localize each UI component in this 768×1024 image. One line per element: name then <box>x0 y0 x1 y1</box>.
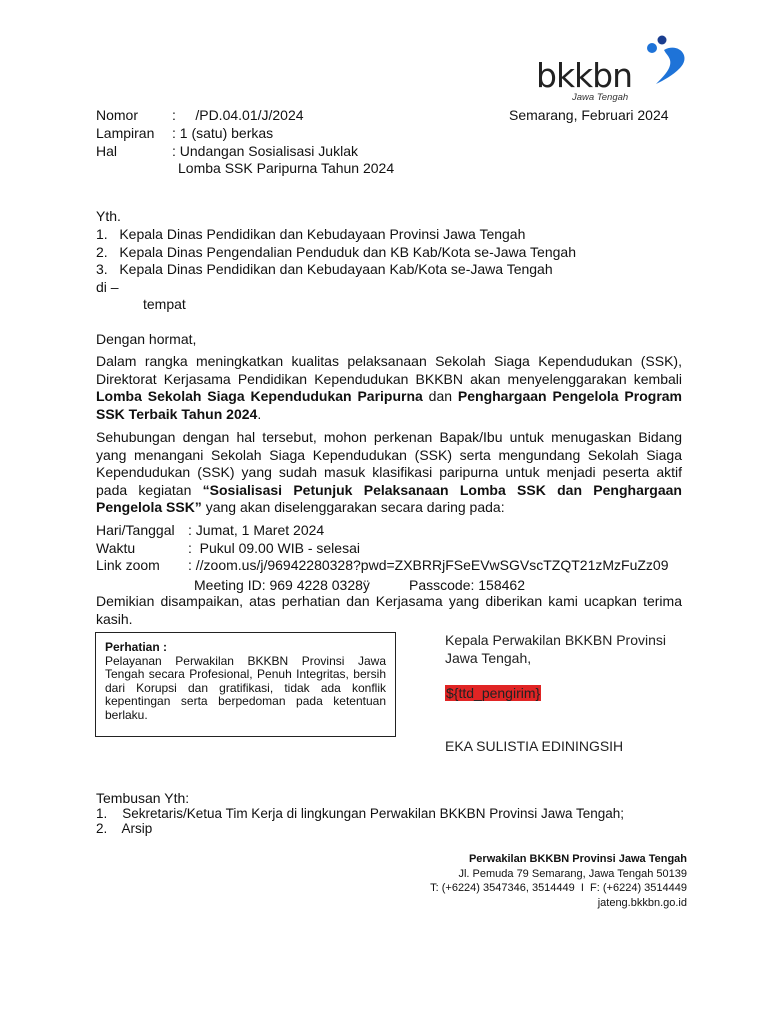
p1-bold-penghargaan: Penghargaan Pengelola Program SSK Terbaik Tahun 2024 <box>96 388 683 422</box>
event-passcode: Passcode: 158462 <box>409 577 525 593</box>
event-date-value: : Jumat, 1 Maret 2024 <box>188 522 325 538</box>
recipient-item-2: 2. Kepala Dinas Pengendalian Penduduk dan KB Kab/Kota se-Jawa Tengah <box>96 244 576 260</box>
cc-title: Tembusan Yth: <box>96 790 190 806</box>
recipients-yth: Yth. <box>96 208 121 224</box>
p1-text-e: . <box>257 405 262 422</box>
footer-phone: T: (+6224) 3547346, 3514449 I F: (+6224) 3514449 <box>430 882 687 894</box>
hal-value-1: : Undangan Sosialisasi Juklak <box>172 143 358 159</box>
recipient-item-3: 3. Kepala Dinas Pendidikan dan Kebudayaan Kab/Kota se-Jawa Tengah <box>96 261 553 277</box>
paragraph-2 <box>96 429 682 517</box>
notice-box <box>95 632 396 737</box>
nomor-value: : /PD.04.01/J/2024 <box>172 107 304 123</box>
event-link-label: Link zoom <box>96 557 160 573</box>
recipients-di: di – <box>96 279 119 295</box>
event-time-value: : Pukul 09.00 WIB - selesai <box>188 540 360 556</box>
p2-text-c: yang akan diselenggarakan secara daring pada: <box>201 499 505 515</box>
signature-placeholder <box>445 685 541 702</box>
greeting: Dengan hormat, <box>96 331 197 347</box>
recipient-item-1: 1. Kepala Dinas Pendidikan dan Kebudayaan Provinsi Jawa Tengah <box>96 226 526 242</box>
footer-org: Perwakilan BKKBN Provinsi Jawa Tengah <box>468 853 687 865</box>
p1-text-c: dan <box>422 388 458 404</box>
signer-name: EKA SULISTIA EDININGSIH <box>445 738 624 754</box>
hal-value-2: Lomba SSK Paripurna Tahun 2024 <box>178 160 395 176</box>
footer-address: Jl. Pemuda 79 Semarang, Jawa Tengah 50139 <box>458 868 687 880</box>
nomor-label: Nomor <box>96 107 139 123</box>
event-date-label: Hari/Tanggal <box>96 522 175 538</box>
signature-placeholder-text: ${ttd_pengirim} <box>446 685 541 701</box>
paragraph-1 <box>96 353 682 423</box>
hal-label: Hal <box>96 143 118 159</box>
p2-bold-sosialisasi: “Sosialisasi Petunjuk Pelaksanaan Lomba SSK dan Penghargaan Pengelola SSK” <box>96 481 682 515</box>
event-link-value[interactable]: : //zoom.us/j/96942280328?pwd=ZXBRRjFSeEVwSGVscTZQT21zMzFuZz09 <box>188 557 669 573</box>
signature-title-1: Kepala Perwakilan BKKBN Provinsi <box>445 632 666 648</box>
p1-bold-lomba: Lomba Sekolah Siaga Kependudukan Paripurna <box>96 388 423 404</box>
event-time-label: Waktu <box>96 540 136 556</box>
bkkbn-logo <box>536 34 696 106</box>
notice-title: Perhatian : <box>105 640 168 654</box>
cc-item-1: 1. Sekretaris/Ketua Tim Kerja di lingkungan Perwakilan BKKBN Provinsi Jawa Tengah; <box>96 806 625 821</box>
p2-text-a: Sehubungan dengan hal tersebut, mohon perkenan Bapak/Ibu untuk menugaskan Bidang yang menangani Sekolah Siaga Kependudukan (SSK) serta mengundang Sekolah Siaga Kependudukan (SSK) yang sudah masuk klasifikasi paripurna untuk menjadi peserta aktif pada kegiatan <box>96 429 682 498</box>
lampiran-value: : 1 (satu) berkas <box>172 125 274 141</box>
cc-item-2: 2. Arsip <box>96 821 153 836</box>
logo-wordmark: bkkbn <box>536 56 633 95</box>
event-meeting-id: Meeting ID: 969 4228 0328ÿ <box>194 577 370 593</box>
closing-paragraph: Demikian disampaikan, atas perhatian dan Kerjasama yang diberikan kami ucapkan terima kasih. <box>96 593 682 627</box>
notice-text: Pelayanan Perwakilan BKKBN Provinsi Jawa Tengah secara Profesional, Penuh Integritas, bersih dari Korupsi dan gratifikasi, tidak ada konflik kepentingan serta berpedoman pada ketentuan berlaku. <box>105 653 386 722</box>
bkkbn-logo-mark-icon <box>644 34 692 86</box>
recipients-tempat: tempat <box>143 296 186 312</box>
letter-date: Semarang, Februari 2024 <box>509 107 669 123</box>
lampiran-label: Lampiran <box>96 125 155 141</box>
footer-web[interactable]: jateng.bkkbn.go.id <box>597 897 687 909</box>
p1-text-a: Dalam rangka meningkatkan kualitas pelaksanaan Sekolah Siaga Kependudukan (SSK), Direktorat Kerjasama Pendidikan Kependudukan BKKBN akan menyelenggarakan kembali <box>96 353 682 387</box>
logo-region: Jawa Tengah <box>572 92 629 103</box>
signature-title-2: Jawa Tengah, <box>445 650 532 666</box>
